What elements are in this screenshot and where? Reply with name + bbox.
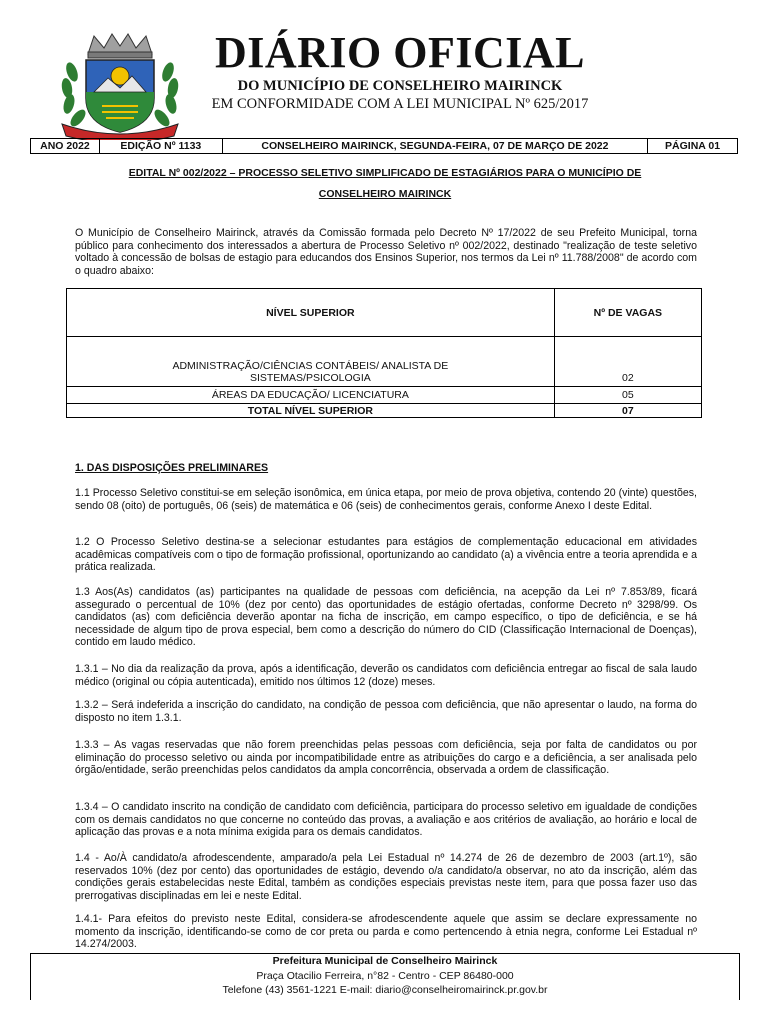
row-vacancies: 02 <box>554 337 701 387</box>
table-row <box>67 387 702 404</box>
edital-heading <box>80 163 690 205</box>
page-number: PÁGINA 01 <box>647 139 738 153</box>
header-vacancies: Nº DE VAGAS <box>554 289 701 337</box>
row-area: ADMINISTRAÇÃO/CIÊNCIAS CONTÁBEIS/ ANALISTA DE SISTEMAS/PSICOLOGIA <box>67 337 555 387</box>
edital-heading-line-2: CONSELHEIRO MAIRINCK <box>318 188 452 200</box>
intro-paragraph: O Município de Conselheiro Mairinck, através da Comissão formada pelo Decreto Nº 17/2022 de seu Prefeito Municipal, torna público para conhecimento dos interessados a abertura de Processo Seletivo nº 002/2022, destinado "realização de teste seletivo voltado à concessão de bolsas de estagio para educandos dos Ensinos Superior, nos termos da Lei nº 11.788/2008" de acordo com o quadro abaixo: <box>75 227 697 277</box>
law-subtitle: EM CONFORMIDADE COM A LEI MUNICIPAL Nº 625/2017 <box>211 96 589 112</box>
paragraph-1-3: 1.3 Aos(As) candidatos (as) participantes na qualidade de pessoas com deficiência, na acepção da Lei nº 7.853/89, ficará assegurado o percentual de 10% (dez por cento) das oportunidades de estágio ofertadas, conforme Decreto nº 3298/99. Os candidatos (as) com deficiência deverão apontar na ficha de inscrição, em campo específico, o tipo de deficiência, e se há necessidade de algum tipo de prova especial, bem como a descrição do número do CID (Classificação Internacional de Doenças), contido em laudo médico. <box>75 586 697 648</box>
row-area: ÁREAS DA EDUCAÇÃO/ LICENCIATURA <box>67 387 555 404</box>
footer-name: Prefeitura Municipal de Conselheiro Mairinck <box>272 955 498 967</box>
coat-of-arms-icon <box>50 32 190 140</box>
paragraph-1-3-2: 1.3.2 – Será indeferida a inscrição do candidato, na condição de pessoa com deficiência, que não apresentar o laudo, na forma do disposto no item 1.3.1. <box>75 699 697 724</box>
row-vacancies: 05 <box>554 387 701 404</box>
footer-contact: Telefone (43) 3561-1221 E-mail: diario@conselheiromairinck.pr.gov.br <box>222 984 548 996</box>
edital-heading-line-1: EDITAL Nº 002/2022 – PROCESSO SELETIVO SIMPLIFICADO DE ESTAGIÁRIOS PARA O MUNICÍPIO DE <box>128 167 642 179</box>
section-title: 1. DAS DISPOSIÇÕES PRELIMINARES <box>75 462 269 474</box>
paragraph-1-3-1: 1.3.1 – No dia da realização da prova, após a identificação, deverão os candidatos com deficiência entregar ao fiscal de sala laudo médico (original ou cópia autenticada), emitido nos últimos 12 (doze) meses. <box>75 663 697 688</box>
total-value: 07 <box>554 404 701 418</box>
footer <box>30 953 740 1000</box>
table-total-row <box>67 404 702 418</box>
paragraph-1-4-1: 1.4.1- Para efeitos do previsto neste Edital, considera-se afrodescendente aquele que assim se declare expressamente no momento da inscrição, identificando-se como de cor preta ou parda e como pertencendo à etnia negra, conforme Lei Estadual nº 14.274/2003. <box>75 913 697 950</box>
table-row <box>67 337 702 387</box>
edition-number: EDIÇÃO Nº 1133 <box>99 139 222 153</box>
total-label: TOTAL NÍVEL SUPERIOR <box>67 404 555 418</box>
year-label: ANO 2022 <box>30 139 99 153</box>
edition-info-bar <box>30 138 738 154</box>
paragraph-1-2: 1.2 O Processo Seletivo destina-se a selecionar estudantes para estágios de complementação educacional em atividades acadêmicas compatíveis com o tipo de formação profissional, oportunizando ao candidato (a) a vivência entre a teoria aprendida e a prática realizada. <box>75 536 697 573</box>
vacancies-table <box>66 288 702 418</box>
paragraph-1-3-3: 1.3.3 – As vagas reservadas que não forem preenchidas pelas pessoas com deficiência, seja por falta de candidatos ou por eliminação do processo seletivo ou ainda por incompatibilidade entre as atribuições do cargo e a deficiência, a ser analisada pelo órgão/entidade, serão preenchidas pelos candidatos da ampla concorrência, observada a ordem de classificação. <box>75 739 697 776</box>
paragraph-1-3-4: 1.3.4 – O candidato inscrito na condição de candidato com deficiência, participara do processo seletivo em igualdade de condições com os demais candidatos no que concerne no conteúdo das provas, a avaliação e aos critérios de avaliação, ao horário e local de aplicação das provas e a nota mínima exigida para os demais candidatos. <box>75 801 697 838</box>
header-level: NÍVEL SUPERIOR <box>67 289 555 337</box>
footer-address: Praça Otacilio Ferreira, n°82 - Centro - CEP 86480-000 <box>256 969 514 982</box>
paragraph-1-1: 1.1 Processo Seletivo constitui-se em seleção isonômica, em única etapa, por meio de prova objetiva, contendo 20 (vinte) questões, sendo 08 (oito) de português, 06 (seis) de matemática e 06 (seis) de conhecimentos gerais, conforme Anexo I deste Edital. <box>75 487 697 512</box>
newspaper-title: DIÁRIO OFICIAL <box>214 28 586 77</box>
municipality-subtitle: DO MUNICÍPIO DE CONSELHEIRO MAIRINCK <box>237 78 563 94</box>
paragraph-1-4: 1.4 - Ao/À candidato/a afrodescendente, amparado/a pela Lei Estadual nº 14.274 de 26 de dezembro de 2003 (art.1º), são reservados 10% (dez por cento) das oportunidades de estágio, devendo o/a candidato/a observar, no ato da inscrição, além das condições gerais estabelecidas neste Edital, também as condições especiais previstas neste item, para que possa fazer uso das prerrogativas disciplinadas em lei e neste Edital. <box>75 852 697 902</box>
place-date: CONSELHEIRO MAIRINCK, SEGUNDA-FEIRA, 07 DE MARÇO DE 2022 <box>222 139 647 153</box>
table-header-row <box>67 289 702 337</box>
